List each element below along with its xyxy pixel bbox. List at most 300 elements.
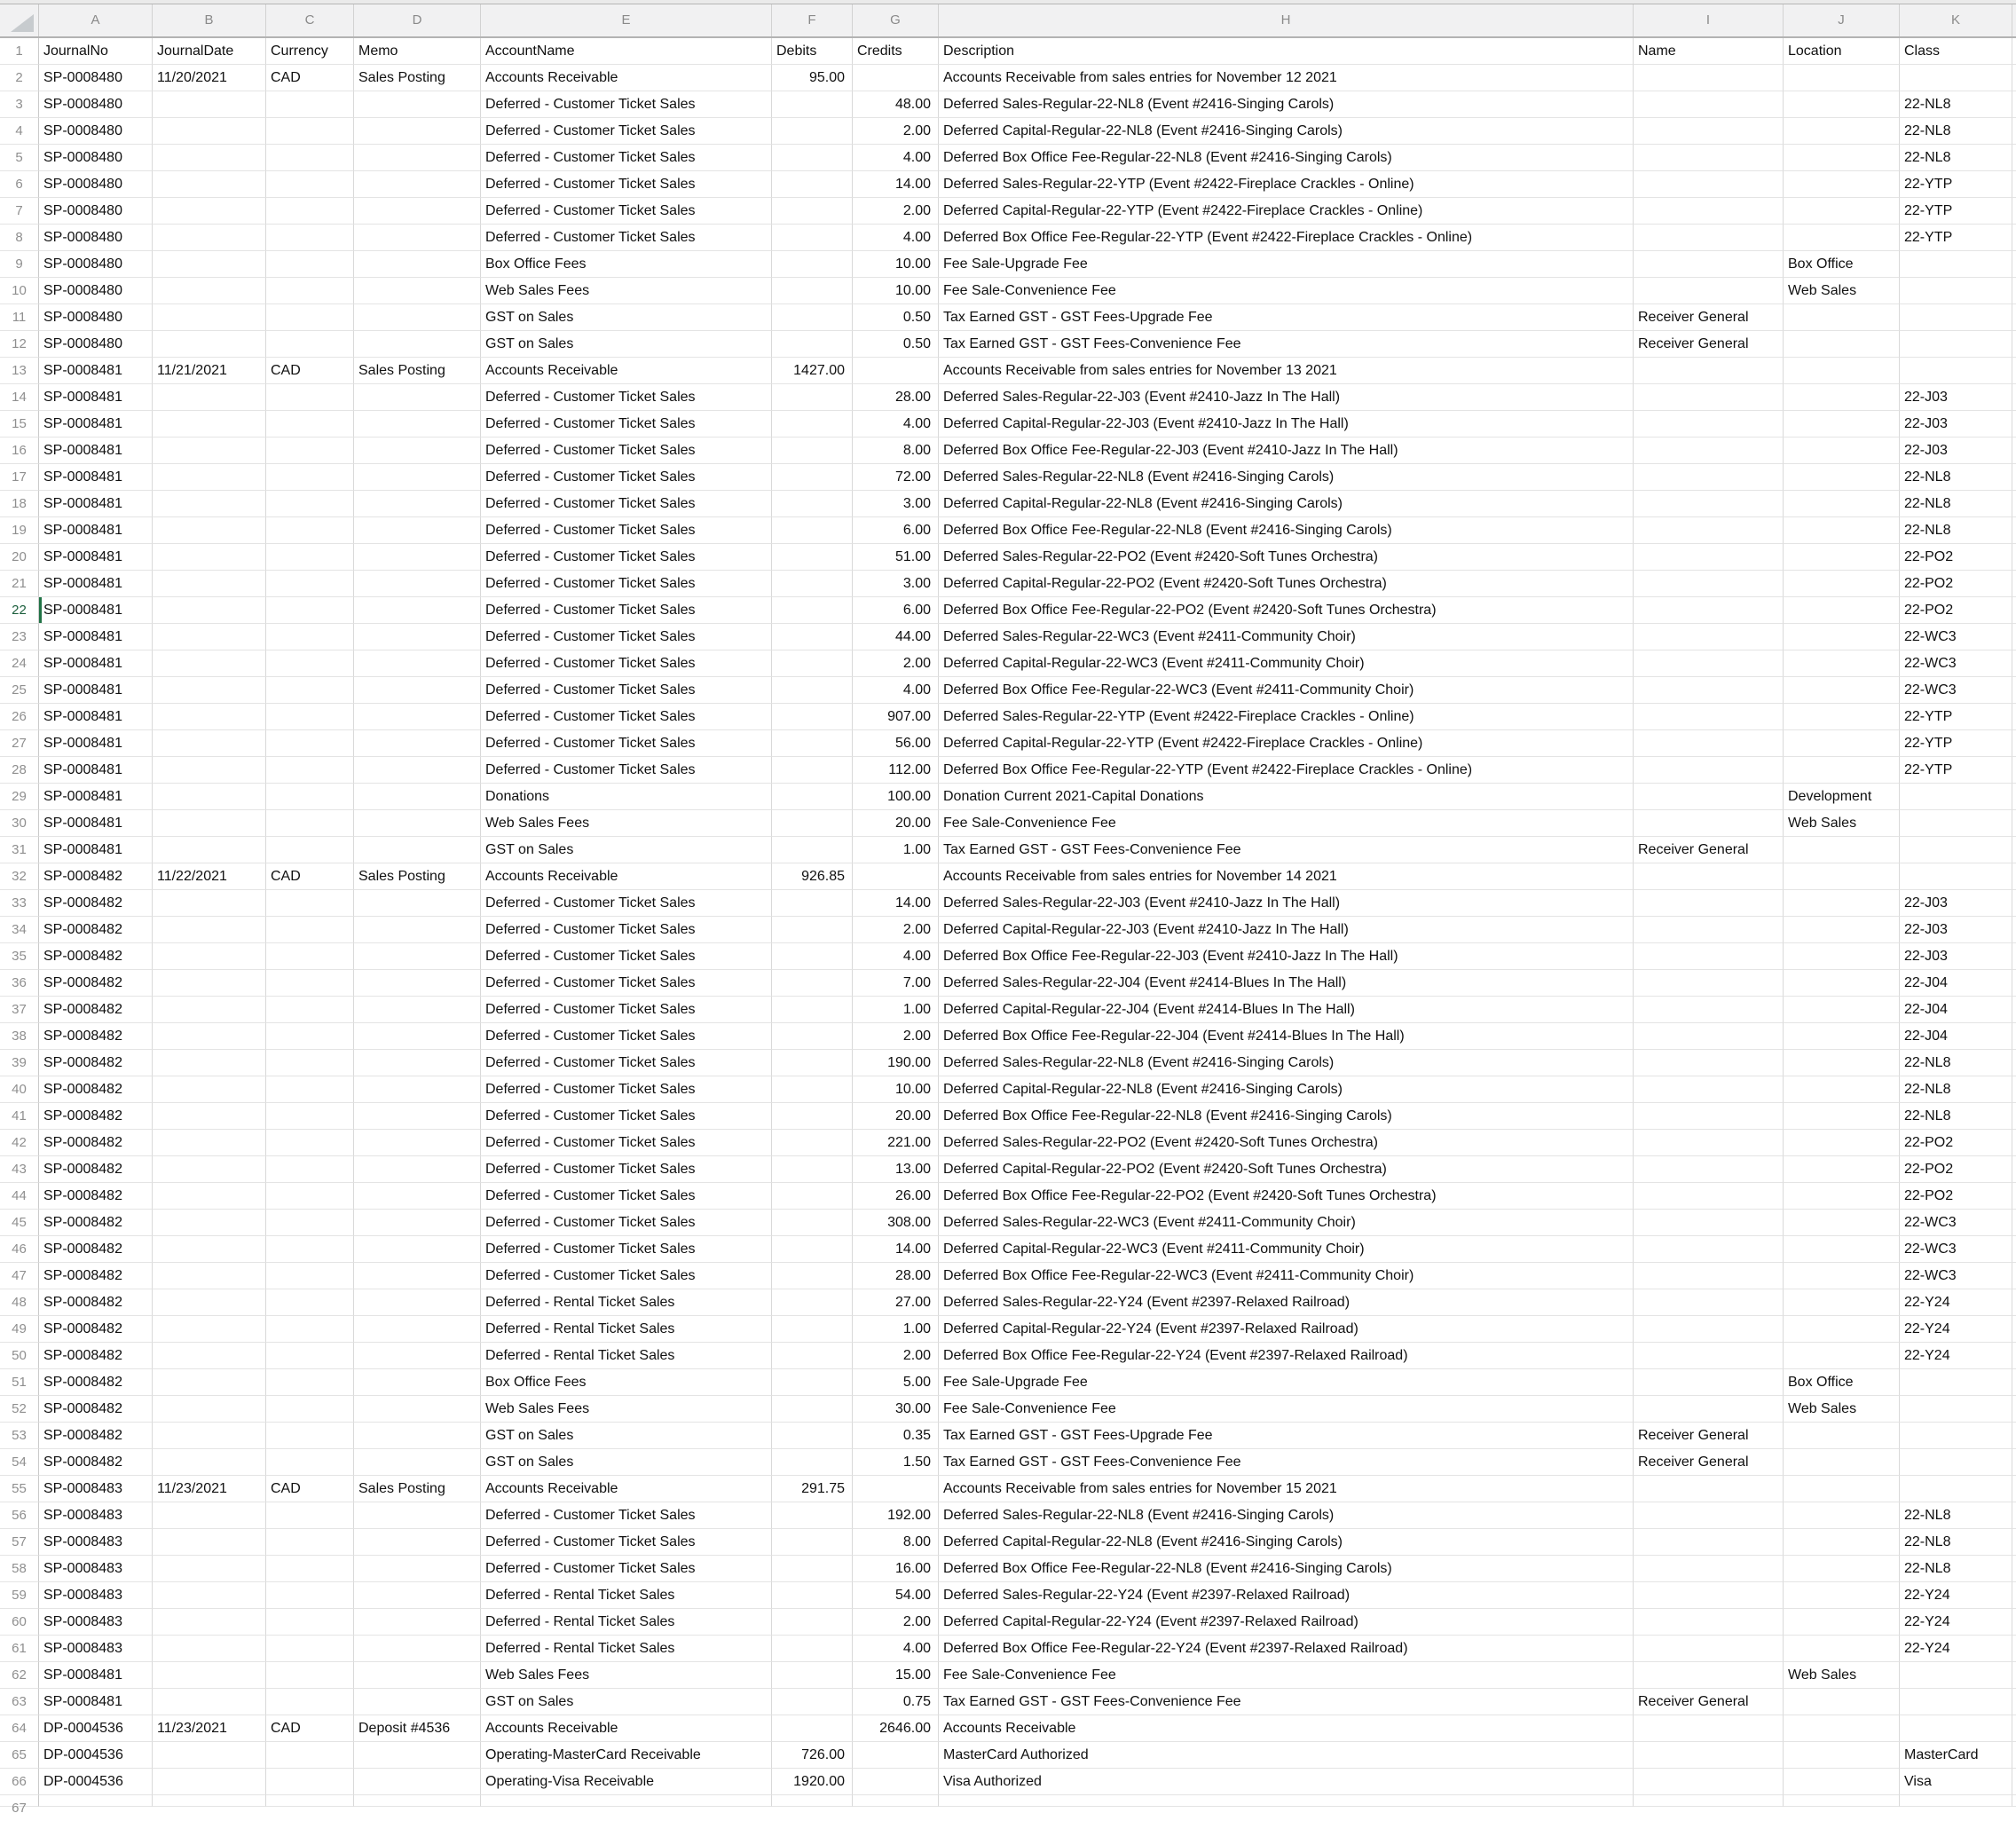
cell[interactable]: SP-0008482 bbox=[39, 863, 153, 890]
cell[interactable] bbox=[1784, 1183, 1900, 1210]
cell[interactable] bbox=[772, 784, 853, 810]
cell[interactable]: Deferred - Customer Ticket Sales bbox=[481, 1556, 772, 1582]
cell[interactable]: 22-J03 bbox=[1900, 438, 2012, 464]
cell[interactable] bbox=[1784, 997, 1900, 1023]
cell[interactable] bbox=[153, 1076, 266, 1103]
cell[interactable] bbox=[1634, 1795, 1784, 1807]
cell[interactable] bbox=[266, 1050, 354, 1076]
cell[interactable]: 22-J03 bbox=[1900, 411, 2012, 438]
cell[interactable] bbox=[1634, 1396, 1784, 1423]
row-number[interactable]: 31 bbox=[0, 837, 39, 863]
cell[interactable] bbox=[772, 1795, 853, 1807]
cell[interactable] bbox=[153, 810, 266, 837]
cell[interactable]: Currency bbox=[266, 38, 354, 65]
cell[interactable] bbox=[1784, 704, 1900, 730]
cell[interactable]: SP-0008481 bbox=[39, 650, 153, 677]
cell[interactable] bbox=[354, 544, 481, 571]
cell[interactable]: 22-NL8 bbox=[1900, 1103, 2012, 1130]
cell[interactable]: Deferred Sales-Regular-22-NL8 (Event #2416-Singing Carols) bbox=[939, 1050, 1634, 1076]
cell[interactable]: 2646.00 bbox=[853, 1715, 939, 1742]
cell[interactable]: JournalDate bbox=[153, 38, 266, 65]
cell[interactable] bbox=[354, 1263, 481, 1289]
row-number[interactable]: 35 bbox=[0, 943, 39, 970]
cell[interactable] bbox=[1634, 730, 1784, 757]
cell[interactable] bbox=[1784, 225, 1900, 251]
cell[interactable] bbox=[772, 730, 853, 757]
cell[interactable]: 4.00 bbox=[853, 677, 939, 704]
column-header-e[interactable]: E bbox=[481, 4, 772, 36]
cell[interactable]: Deferred - Customer Ticket Sales bbox=[481, 624, 772, 650]
row-number[interactable]: 5 bbox=[0, 145, 39, 171]
cell[interactable] bbox=[354, 1423, 481, 1449]
cell[interactable]: 5.00 bbox=[853, 1369, 939, 1396]
cell[interactable]: 4.00 bbox=[853, 943, 939, 970]
cell[interactable] bbox=[266, 597, 354, 624]
cell[interactable]: 2.00 bbox=[853, 198, 939, 225]
cell[interactable] bbox=[1634, 1289, 1784, 1316]
cell[interactable]: Deferred - Customer Ticket Sales bbox=[481, 730, 772, 757]
cell[interactable] bbox=[772, 1210, 853, 1236]
cell[interactable] bbox=[1900, 1715, 2012, 1742]
cell[interactable] bbox=[266, 491, 354, 517]
cell[interactable]: SP-0008482 bbox=[39, 1103, 153, 1130]
cell[interactable] bbox=[1634, 65, 1784, 91]
cell[interactable]: Deferred Sales-Regular-22-J03 (Event #2410-Jazz In The Hall) bbox=[939, 890, 1634, 917]
cell[interactable] bbox=[354, 1183, 481, 1210]
cell[interactable]: Box Office Fees bbox=[481, 251, 772, 278]
cell[interactable]: Deferred Box Office Fee-Regular-22-NL8 (Event #2416-Singing Carols) bbox=[939, 1103, 1634, 1130]
cell[interactable]: 11/23/2021 bbox=[153, 1476, 266, 1502]
cell[interactable]: Deferred Sales-Regular-22-J03 (Event #2410-Jazz In The Hall) bbox=[939, 384, 1634, 411]
cell[interactable] bbox=[266, 1103, 354, 1130]
cell[interactable]: Deferred Sales-Regular-22-NL8 (Event #2416-Singing Carols) bbox=[939, 1502, 1634, 1529]
cell[interactable]: Deferred Capital-Regular-22-YTP (Event #2422-Fireplace Crackles - Online) bbox=[939, 198, 1634, 225]
cell[interactable] bbox=[1784, 304, 1900, 331]
column-header-d[interactable]: D bbox=[354, 4, 481, 36]
cell[interactable] bbox=[354, 464, 481, 491]
cell[interactable]: 22-PO2 bbox=[1900, 571, 2012, 597]
row-number[interactable]: 54 bbox=[0, 1449, 39, 1476]
cell[interactable] bbox=[153, 1662, 266, 1689]
cell[interactable] bbox=[853, 358, 939, 384]
cell[interactable]: SP-0008482 bbox=[39, 1156, 153, 1183]
cell[interactable]: SP-0008482 bbox=[39, 1263, 153, 1289]
cell[interactable] bbox=[354, 145, 481, 171]
cell[interactable]: SP-0008482 bbox=[39, 1396, 153, 1423]
cell[interactable] bbox=[153, 1609, 266, 1636]
cell[interactable] bbox=[153, 1369, 266, 1396]
row-number[interactable]: 11 bbox=[0, 304, 39, 331]
cell[interactable] bbox=[354, 757, 481, 784]
cell[interactable]: Deferred - Customer Ticket Sales bbox=[481, 464, 772, 491]
cell[interactable]: Box Office bbox=[1784, 251, 1900, 278]
cell[interactable] bbox=[772, 1343, 853, 1369]
cell[interactable]: SP-0008480 bbox=[39, 171, 153, 198]
cell[interactable]: CAD bbox=[266, 863, 354, 890]
row-number[interactable]: 53 bbox=[0, 1423, 39, 1449]
row-number[interactable]: 16 bbox=[0, 438, 39, 464]
cell[interactable] bbox=[1634, 1476, 1784, 1502]
row-number[interactable]: 12 bbox=[0, 331, 39, 358]
cell[interactable]: CAD bbox=[266, 65, 354, 91]
cell[interactable]: Deferred Box Office Fee-Regular-22-NL8 (Event #2416-Singing Carols) bbox=[939, 145, 1634, 171]
row-number[interactable]: 39 bbox=[0, 1050, 39, 1076]
cell[interactable] bbox=[266, 1396, 354, 1423]
cell[interactable]: Deferred - Customer Ticket Sales bbox=[481, 384, 772, 411]
cell[interactable]: SP-0008481 bbox=[39, 757, 153, 784]
cell[interactable] bbox=[354, 810, 481, 837]
cell[interactable]: 4.00 bbox=[853, 411, 939, 438]
cell[interactable]: 22-WC3 bbox=[1900, 1210, 2012, 1236]
cell[interactable]: DP-0004536 bbox=[39, 1769, 153, 1795]
cell[interactable]: 4.00 bbox=[853, 225, 939, 251]
cell[interactable] bbox=[266, 517, 354, 544]
cell[interactable]: 95.00 bbox=[772, 65, 853, 91]
cell[interactable]: 13.00 bbox=[853, 1156, 939, 1183]
row-number[interactable]: 17 bbox=[0, 464, 39, 491]
cell[interactable] bbox=[354, 1502, 481, 1529]
cell[interactable] bbox=[1900, 837, 2012, 863]
cell[interactable] bbox=[1634, 1556, 1784, 1582]
cell[interactable]: Memo bbox=[354, 38, 481, 65]
cell[interactable]: SP-0008480 bbox=[39, 145, 153, 171]
cell[interactable] bbox=[1784, 1636, 1900, 1662]
cell[interactable]: Web Sales bbox=[1784, 1396, 1900, 1423]
cell[interactable] bbox=[266, 1316, 354, 1343]
cell[interactable] bbox=[1900, 358, 2012, 384]
cell[interactable]: 54.00 bbox=[853, 1582, 939, 1609]
cell[interactable] bbox=[772, 1183, 853, 1210]
cell[interactable]: 22-WC3 bbox=[1900, 677, 2012, 704]
cell[interactable]: Deferred Sales-Regular-22-PO2 (Event #2420-Soft Tunes Orchestra) bbox=[939, 1130, 1634, 1156]
cell[interactable]: SP-0008483 bbox=[39, 1609, 153, 1636]
cell[interactable]: Deferred Capital-Regular-22-PO2 (Event #2420-Soft Tunes Orchestra) bbox=[939, 571, 1634, 597]
cell[interactable] bbox=[1634, 91, 1784, 118]
cell[interactable] bbox=[354, 331, 481, 358]
row-number[interactable]: 25 bbox=[0, 677, 39, 704]
cell[interactable] bbox=[1784, 544, 1900, 571]
cell[interactable]: SP-0008482 bbox=[39, 890, 153, 917]
cell[interactable]: Deferred Capital-Regular-22-WC3 (Event #2411-Community Choir) bbox=[939, 650, 1634, 677]
cell[interactable] bbox=[153, 837, 266, 863]
cell[interactable] bbox=[772, 278, 853, 304]
cell[interactable] bbox=[153, 1582, 266, 1609]
cell[interactable]: Deferred - Rental Ticket Sales bbox=[481, 1289, 772, 1316]
cell[interactable] bbox=[1634, 997, 1784, 1023]
cell[interactable] bbox=[1634, 438, 1784, 464]
cell[interactable]: Deferred - Customer Ticket Sales bbox=[481, 917, 772, 943]
cell[interactable] bbox=[153, 198, 266, 225]
cell[interactable]: 1.00 bbox=[853, 837, 939, 863]
cell[interactable] bbox=[354, 943, 481, 970]
cell[interactable] bbox=[266, 1369, 354, 1396]
cell[interactable]: Sales Posting bbox=[354, 863, 481, 890]
cell[interactable]: 22-YTP bbox=[1900, 757, 2012, 784]
cell[interactable]: 22-YTP bbox=[1900, 198, 2012, 225]
row-number[interactable]: 67 bbox=[0, 1795, 39, 1807]
cell[interactable] bbox=[266, 1289, 354, 1316]
cell[interactable]: 22-J03 bbox=[1900, 890, 2012, 917]
cell[interactable] bbox=[1634, 1636, 1784, 1662]
cell[interactable] bbox=[1784, 1715, 1900, 1742]
cell[interactable] bbox=[772, 517, 853, 544]
column-header-f[interactable]: F bbox=[772, 4, 853, 36]
cell[interactable] bbox=[354, 1636, 481, 1662]
cell[interactable]: 2.00 bbox=[853, 118, 939, 145]
cell[interactable]: Accounts Receivable bbox=[939, 1715, 1634, 1742]
cell[interactable] bbox=[1784, 91, 1900, 118]
cell[interactable]: Deferred Sales-Regular-22-Y24 (Event #2397-Relaxed Railroad) bbox=[939, 1582, 1634, 1609]
cell[interactable] bbox=[266, 677, 354, 704]
cell[interactable] bbox=[153, 1050, 266, 1076]
cell[interactable]: 14.00 bbox=[853, 890, 939, 917]
cell[interactable] bbox=[153, 1423, 266, 1449]
cell[interactable] bbox=[153, 970, 266, 997]
cell[interactable] bbox=[772, 1502, 853, 1529]
cell[interactable]: 22-J03 bbox=[1900, 384, 2012, 411]
cell[interactable]: Deferred Box Office Fee-Regular-22-PO2 (Event #2420-Soft Tunes Orchestra) bbox=[939, 1183, 1634, 1210]
cell[interactable] bbox=[1784, 65, 1900, 91]
cell[interactable]: Deferred - Customer Ticket Sales bbox=[481, 1183, 772, 1210]
cell[interactable]: 1.50 bbox=[853, 1449, 939, 1476]
cell[interactable] bbox=[772, 198, 853, 225]
cell[interactable]: Deferred Capital-Regular-22-WC3 (Event #2411-Community Choir) bbox=[939, 1236, 1634, 1263]
cell[interactable]: 22-WC3 bbox=[1900, 1236, 2012, 1263]
row-number[interactable]: 45 bbox=[0, 1210, 39, 1236]
cell[interactable]: Deferred - Customer Ticket Sales bbox=[481, 145, 772, 171]
cell[interactable] bbox=[1634, 1715, 1784, 1742]
cell[interactable] bbox=[772, 1609, 853, 1636]
cell[interactable] bbox=[1634, 1076, 1784, 1103]
cell[interactable]: Receiver General bbox=[1634, 1449, 1784, 1476]
cell[interactable] bbox=[1784, 384, 1900, 411]
cell[interactable]: MasterCard Authorized bbox=[939, 1742, 1634, 1769]
cell[interactable] bbox=[266, 1662, 354, 1689]
row-number[interactable]: 60 bbox=[0, 1609, 39, 1636]
cell[interactable] bbox=[1900, 304, 2012, 331]
cell[interactable]: Receiver General bbox=[1634, 304, 1784, 331]
column-header-h[interactable]: H bbox=[939, 4, 1634, 36]
cell[interactable]: Deferred - Customer Ticket Sales bbox=[481, 1236, 772, 1263]
cell[interactable] bbox=[153, 784, 266, 810]
row-number[interactable]: 38 bbox=[0, 1023, 39, 1050]
cell[interactable]: Sales Posting bbox=[354, 1476, 481, 1502]
cell[interactable] bbox=[1634, 544, 1784, 571]
row-number[interactable]: 2 bbox=[0, 65, 39, 91]
cell[interactable]: Deferred Capital-Regular-22-PO2 (Event #2420-Soft Tunes Orchestra) bbox=[939, 1156, 1634, 1183]
cell[interactable] bbox=[1900, 1476, 2012, 1502]
cell[interactable]: 4.00 bbox=[853, 145, 939, 171]
cell[interactable] bbox=[1784, 1795, 1900, 1807]
cell[interactable] bbox=[1784, 1476, 1900, 1502]
cell[interactable]: SP-0008480 bbox=[39, 225, 153, 251]
cell[interactable]: 22-PO2 bbox=[1900, 1130, 2012, 1156]
cell[interactable] bbox=[266, 837, 354, 863]
cell[interactable] bbox=[1634, 1609, 1784, 1636]
cell[interactable]: Deferred - Customer Ticket Sales bbox=[481, 225, 772, 251]
cell[interactable] bbox=[853, 1795, 939, 1807]
cell[interactable]: SP-0008482 bbox=[39, 1210, 153, 1236]
cell[interactable] bbox=[354, 1769, 481, 1795]
cell[interactable] bbox=[772, 1396, 853, 1423]
cell[interactable] bbox=[1784, 198, 1900, 225]
cell[interactable] bbox=[1784, 1103, 1900, 1130]
cell[interactable] bbox=[354, 917, 481, 943]
cell[interactable]: SP-0008482 bbox=[39, 1289, 153, 1316]
cell[interactable]: Deferred - Customer Ticket Sales bbox=[481, 1263, 772, 1289]
cell[interactable]: Deferred - Customer Ticket Sales bbox=[481, 1156, 772, 1183]
cell[interactable] bbox=[266, 1795, 354, 1807]
cell[interactable]: 22-Y24 bbox=[1900, 1316, 2012, 1343]
cell[interactable]: 308.00 bbox=[853, 1210, 939, 1236]
cell[interactable] bbox=[772, 171, 853, 198]
cell[interactable] bbox=[1784, 757, 1900, 784]
cell[interactable]: 1920.00 bbox=[772, 1769, 853, 1795]
cell[interactable] bbox=[1784, 1769, 1900, 1795]
cell[interactable] bbox=[772, 677, 853, 704]
cell[interactable]: SP-0008481 bbox=[39, 597, 153, 624]
cell[interactable]: Receiver General bbox=[1634, 837, 1784, 863]
cell[interactable]: Accounts Receivable bbox=[481, 65, 772, 91]
cell[interactable] bbox=[772, 1130, 853, 1156]
cell[interactable]: 22-PO2 bbox=[1900, 1156, 2012, 1183]
cell[interactable]: Deferred - Customer Ticket Sales bbox=[481, 970, 772, 997]
cell[interactable]: 11/20/2021 bbox=[153, 65, 266, 91]
cell[interactable]: 22-Y24 bbox=[1900, 1289, 2012, 1316]
cell[interactable]: 1427.00 bbox=[772, 358, 853, 384]
cell[interactable]: Fee Sale-Convenience Fee bbox=[939, 1396, 1634, 1423]
cell[interactable]: 0.75 bbox=[853, 1689, 939, 1715]
cell[interactable]: Web Sales bbox=[1784, 810, 1900, 837]
cell[interactable] bbox=[354, 1210, 481, 1236]
cell[interactable] bbox=[153, 597, 266, 624]
row-number[interactable]: 61 bbox=[0, 1636, 39, 1662]
cell[interactable] bbox=[153, 225, 266, 251]
cell[interactable] bbox=[354, 1449, 481, 1476]
cell[interactable]: Web Sales Fees bbox=[481, 278, 772, 304]
cell[interactable]: SP-0008482 bbox=[39, 1423, 153, 1449]
cell[interactable]: Tax Earned GST - GST Fees-Convenience Fee bbox=[939, 1689, 1634, 1715]
cell[interactable]: Development bbox=[1784, 784, 1900, 810]
cell[interactable] bbox=[772, 571, 853, 597]
cell[interactable] bbox=[1784, 917, 1900, 943]
row-number[interactable]: 43 bbox=[0, 1156, 39, 1183]
cell[interactable] bbox=[266, 438, 354, 464]
cell[interactable] bbox=[153, 650, 266, 677]
cell[interactable]: Fee Sale-Convenience Fee bbox=[939, 1662, 1634, 1689]
cell[interactable] bbox=[354, 730, 481, 757]
cell[interactable] bbox=[1784, 730, 1900, 757]
cell[interactable] bbox=[1784, 118, 1900, 145]
cell[interactable]: SP-0008482 bbox=[39, 1343, 153, 1369]
cell[interactable]: GST on Sales bbox=[481, 1423, 772, 1449]
cell[interactable]: 22-NL8 bbox=[1900, 1529, 2012, 1556]
cell[interactable] bbox=[153, 171, 266, 198]
cell[interactable] bbox=[1634, 118, 1784, 145]
cell[interactable]: Deferred Box Office Fee-Regular-22-J03 (Event #2410-Jazz In The Hall) bbox=[939, 438, 1634, 464]
cell[interactable] bbox=[354, 1130, 481, 1156]
row-number[interactable]: 59 bbox=[0, 1582, 39, 1609]
cell[interactable] bbox=[1784, 597, 1900, 624]
cell[interactable]: Deposit #4536 bbox=[354, 1715, 481, 1742]
cell[interactable]: 112.00 bbox=[853, 757, 939, 784]
cell[interactable]: 22-PO2 bbox=[1900, 544, 2012, 571]
cell[interactable]: SP-0008480 bbox=[39, 304, 153, 331]
cell[interactable]: SP-0008481 bbox=[39, 730, 153, 757]
cell[interactable] bbox=[266, 1076, 354, 1103]
cell[interactable] bbox=[1634, 1769, 1784, 1795]
cell[interactable] bbox=[153, 1289, 266, 1316]
row-number[interactable]: 6 bbox=[0, 171, 39, 198]
cell[interactable]: Box Office Fees bbox=[481, 1369, 772, 1396]
cell[interactable] bbox=[772, 757, 853, 784]
cell[interactable] bbox=[1900, 1449, 2012, 1476]
cell[interactable] bbox=[354, 517, 481, 544]
cell[interactable] bbox=[266, 1529, 354, 1556]
cell[interactable] bbox=[1784, 1023, 1900, 1050]
cell[interactable] bbox=[772, 1050, 853, 1076]
cell[interactable]: SP-0008480 bbox=[39, 91, 153, 118]
cell[interactable]: Class bbox=[1900, 38, 2012, 65]
cell[interactable] bbox=[354, 1156, 481, 1183]
cell[interactable] bbox=[266, 331, 354, 358]
cell[interactable] bbox=[772, 650, 853, 677]
cell[interactable]: JournalNo bbox=[39, 38, 153, 65]
cell[interactable]: Operating-MasterCard Receivable bbox=[481, 1742, 772, 1769]
cell[interactable] bbox=[1634, 1236, 1784, 1263]
cell[interactable]: Deferred - Customer Ticket Sales bbox=[481, 1130, 772, 1156]
cell[interactable]: Deferred Capital-Regular-22-NL8 (Event #2416-Singing Carols) bbox=[939, 1529, 1634, 1556]
cell[interactable]: SP-0008480 bbox=[39, 65, 153, 91]
cell[interactable] bbox=[1784, 837, 1900, 863]
row-number[interactable]: 24 bbox=[0, 650, 39, 677]
cell[interactable]: GST on Sales bbox=[481, 1689, 772, 1715]
cell[interactable]: Tax Earned GST - GST Fees-Upgrade Fee bbox=[939, 304, 1634, 331]
cell[interactable] bbox=[1784, 517, 1900, 544]
row-number[interactable]: 36 bbox=[0, 970, 39, 997]
cell[interactable]: Deferred Capital-Regular-22-J03 (Event #2410-Jazz In The Hall) bbox=[939, 917, 1634, 943]
cell[interactable]: SP-0008482 bbox=[39, 1023, 153, 1050]
cell[interactable] bbox=[354, 118, 481, 145]
cell[interactable] bbox=[354, 1556, 481, 1582]
cell[interactable] bbox=[266, 544, 354, 571]
cell[interactable] bbox=[266, 1742, 354, 1769]
cell[interactable]: Deferred Capital-Regular-22-J03 (Event #2410-Jazz In The Hall) bbox=[939, 411, 1634, 438]
cell[interactable]: SP-0008482 bbox=[39, 1183, 153, 1210]
cell[interactable]: DP-0004536 bbox=[39, 1742, 153, 1769]
cell[interactable]: Web Sales bbox=[1784, 278, 1900, 304]
cell[interactable] bbox=[1634, 1343, 1784, 1369]
cell[interactable]: Deferred Box Office Fee-Regular-22-YTP (Event #2422-Fireplace Crackles - Online) bbox=[939, 757, 1634, 784]
column-header-c[interactable]: C bbox=[266, 4, 354, 36]
cell[interactable]: Fee Sale-Upgrade Fee bbox=[939, 1369, 1634, 1396]
cell[interactable]: 7.00 bbox=[853, 970, 939, 997]
cell[interactable] bbox=[354, 1076, 481, 1103]
cell[interactable] bbox=[1784, 1609, 1900, 1636]
column-header-b[interactable]: B bbox=[153, 4, 266, 36]
cell[interactable] bbox=[153, 997, 266, 1023]
cell[interactable] bbox=[153, 304, 266, 331]
cell[interactable]: Deferred - Customer Ticket Sales bbox=[481, 943, 772, 970]
cell[interactable]: Deferred - Customer Ticket Sales bbox=[481, 1103, 772, 1130]
cell[interactable]: Deferred - Customer Ticket Sales bbox=[481, 704, 772, 730]
row-number[interactable]: 42 bbox=[0, 1130, 39, 1156]
cell[interactable] bbox=[1784, 1050, 1900, 1076]
cell[interactable] bbox=[1900, 251, 2012, 278]
cell[interactable]: Deferred - Rental Ticket Sales bbox=[481, 1609, 772, 1636]
cell[interactable]: CAD bbox=[266, 1476, 354, 1502]
cell[interactable]: SP-0008483 bbox=[39, 1529, 153, 1556]
